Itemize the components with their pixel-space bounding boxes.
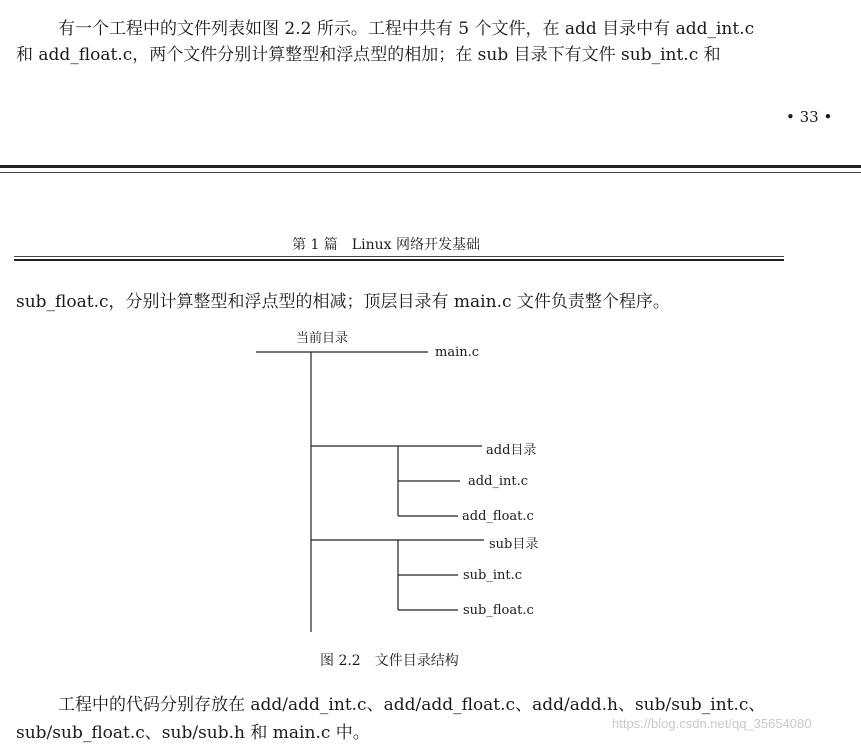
page-number: • 33 •: [786, 108, 833, 126]
tree-sub-int-file: sub_int.c: [463, 568, 523, 583]
bottom-paragraph-line-1: sub_float.c，分别计算整型和浮点型的相减；顶层目录有 main.c 文件负责整个程序。: [16, 292, 670, 312]
tree-sub-dir: sub目录: [489, 537, 539, 552]
bottom-paragraph-line-3: sub/sub_float.c、sub/sub.h 和 main.c 中。: [16, 723, 370, 743]
bottom-paragraph-line-2: 工程中的代码分别存放在 add/add_int.c、add/add_float.c、add/add.h、sub/sub_int.c、: [58, 695, 766, 715]
tree-add-float-file: add_float.c: [462, 509, 534, 524]
page-separator-bottom: [0, 172, 861, 173]
top-paragraph-line-2: 和 add_float.c，两个文件分别计算整型和浮点型的相加；在 sub 目录下有文件 sub_int.c 和: [16, 45, 721, 65]
top-paragraph-line-1: 有一个工程中的文件列表如图 2.2 所示。工程中共有 5 个文件，在 add 目录中有 add_int.c: [58, 19, 755, 39]
tree-root-label: 当前目录: [296, 331, 349, 346]
watermark: https://blog.csdn.net/qq_35654080: [612, 716, 812, 731]
page-separator-top: [0, 165, 861, 168]
tree-main-file: main.c: [435, 345, 480, 360]
tree-sub-float-file: sub_float.c: [463, 603, 534, 618]
header-rule: [14, 256, 784, 257]
header-rule-bold: [14, 259, 784, 261]
tree-add-dir: add目录: [486, 443, 537, 458]
figure-caption: 图 2.2 文件目录结构: [320, 653, 459, 669]
tree-add-int-file: add_int.c: [468, 474, 529, 489]
running-header: 第 1 篇 Linux 网络开发基础: [292, 237, 480, 253]
